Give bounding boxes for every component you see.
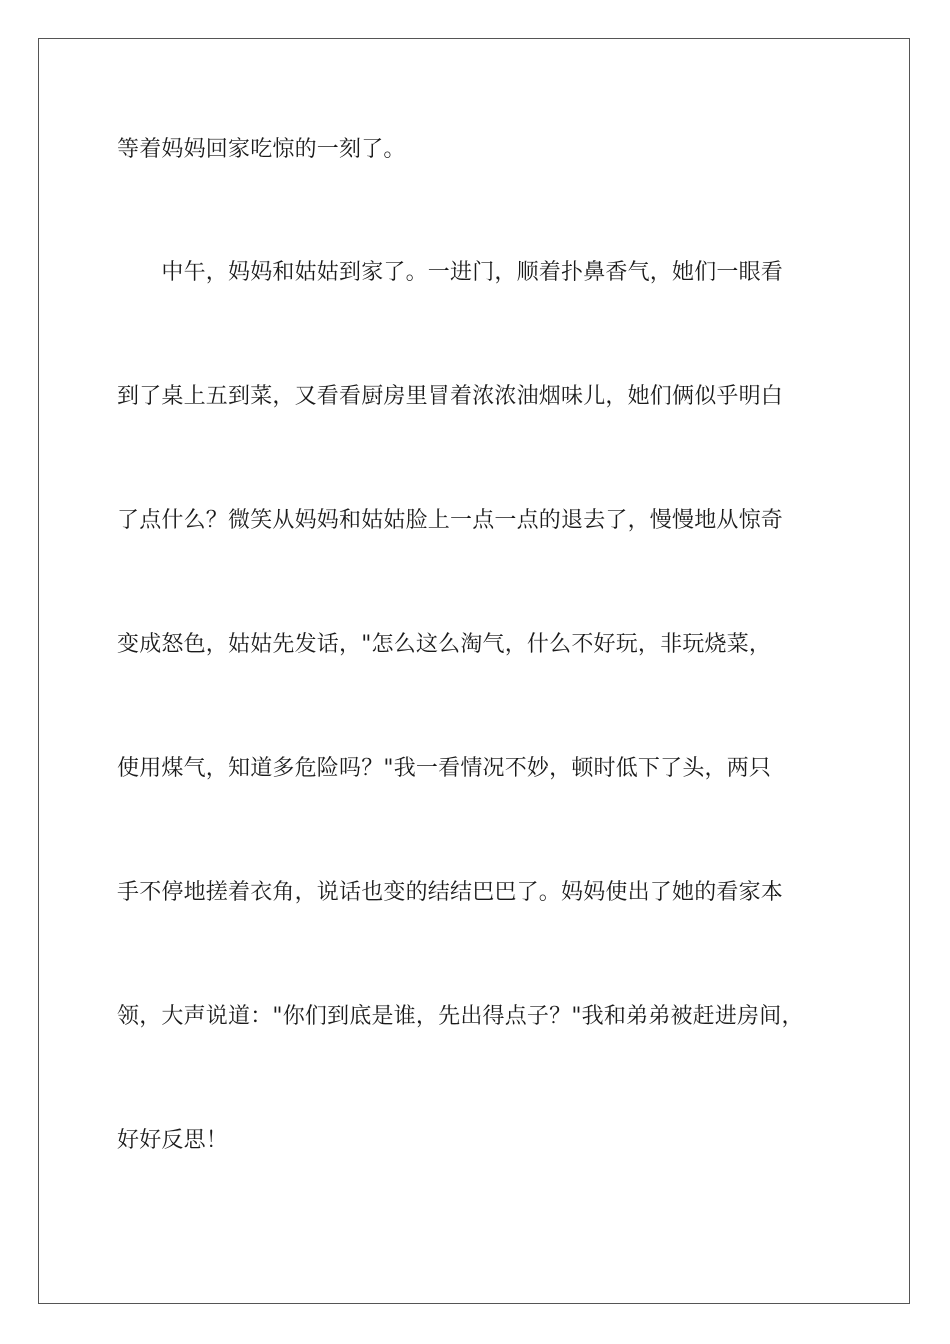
text-line-4: 了点什么？微笑从妈妈和姑姑脸上一点一点的退去了，慢慢地从惊奇	[117, 508, 784, 533]
text-line-3: 到了桌上五到菜，又看看厨房里冒着浓浓油烟味儿，她们俩似乎明白	[117, 384, 784, 409]
text-line-2: 中午，妈妈和姑姑到家了。一进门，顺着扑鼻香气，她们一眼看	[117, 260, 784, 285]
text-line-5: 变成怒色，姑姑先发话，"怎么这么淘气，什么不好玩，非玩烧菜，	[117, 632, 772, 657]
text-line-1: 等着妈妈回家吃惊的一刻了。	[117, 137, 406, 162]
text-line-6: 使用煤气，知道多危险吗？"我一看情况不妙，顿时低下了头，两只	[117, 756, 772, 781]
text-line-7: 手不停地搓着衣角，说话也变的结结巴巴了。妈妈使出了她的看家本	[117, 880, 784, 905]
page-border	[38, 38, 910, 1304]
text-line-8: 领，大声说道："你们到底是谁，先出得点子？"我和弟弟被赶进房间，	[117, 1004, 804, 1029]
text-line-9: 好好反思！	[117, 1128, 229, 1153]
